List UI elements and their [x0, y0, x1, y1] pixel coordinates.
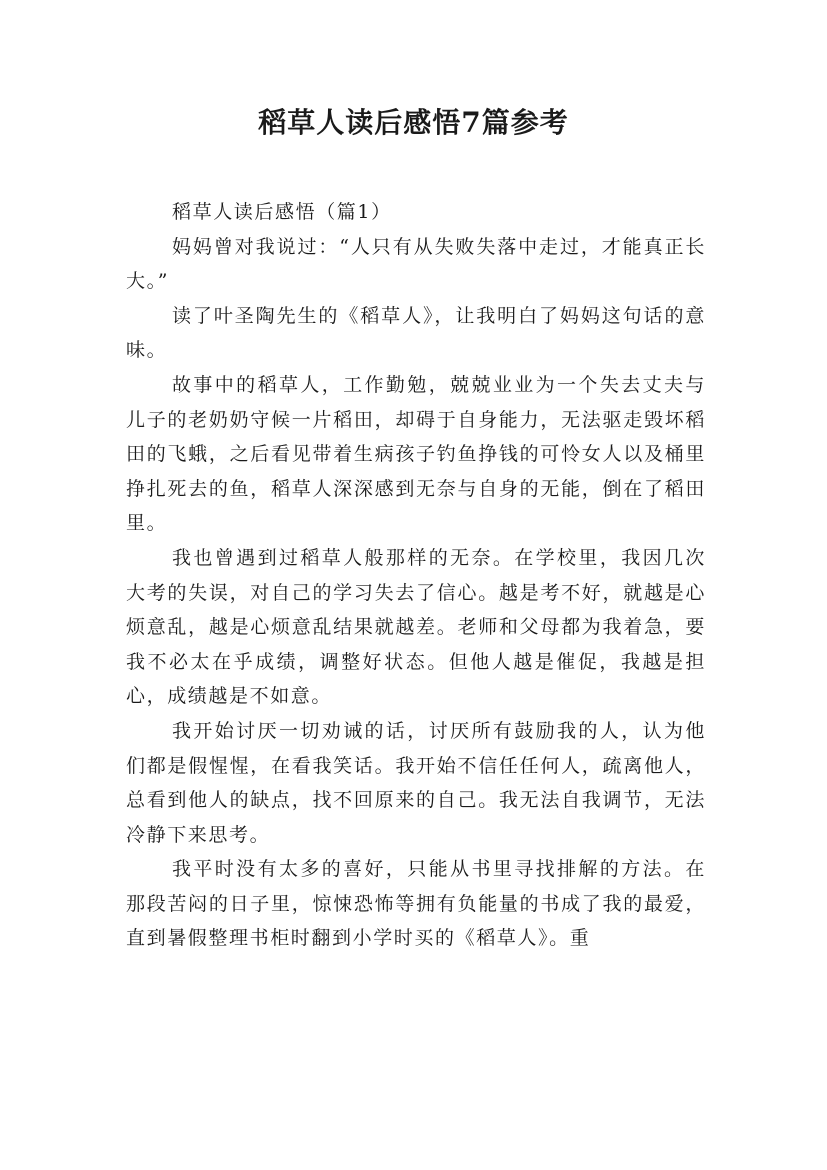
section-heading: 稻草人读后感悟（篇1）: [172, 201, 392, 223]
document-title: 稻草人读后感悟7篇参考: [258, 106, 569, 139]
paragraph: 我也曾遇到过稻草人般那样的无奈。在学校里，我因几次大考的失误，对自己的学习失去了信心。越是考不好，就越是心烦意乱，越是心烦意乱结果就越差。老师和父母都为我着急，要我不必太在乎成绩，调整好状态。但他人越是催促，我越是担心，成绩越是不如意。: [126, 546, 706, 708]
paragraph: 故事中的稻草人，工作勤勉，兢兢业业为一个失去丈夫与儿子的老奶奶守候一片稻田，却碍于自身能力，无法驱走毁坏稻田的飞蛾，之后看见带着生病孩子钓鱼挣钱的可怜女人以及桶里挣扎死去的鱼，稻草人深深感到无奈与自身的无能，倒在了稻田里。: [126, 373, 706, 535]
paragraph: 我平时没有太多的喜好，只能从书里寻找排解的方法。在那段苦闷的日子里，惊悚恐怖等拥有负能量的书成了我的最爱，直到暑假整理书柜时翻到小学时买的《稻草人》。重: [126, 858, 706, 950]
paragraph: 我开始讨厌一切劝诫的话，讨厌所有鼓励我的人，认为他们都是假惺惺，在看我笑话。我开始不信任任何人，疏离他人，总看到他人的缺点，找不回原来的自己。我无法自我调节，无法冷静下来思考。: [126, 719, 706, 846]
paragraph: 妈妈曾对我说过：“人只有从失败失落中走过，才能真正长大。”: [126, 235, 706, 293]
document-body: [126, 195, 706, 956]
paragraph: 读了叶圣陶先生的《稻草人》，让我明白了妈妈这句话的意味。: [126, 304, 706, 362]
